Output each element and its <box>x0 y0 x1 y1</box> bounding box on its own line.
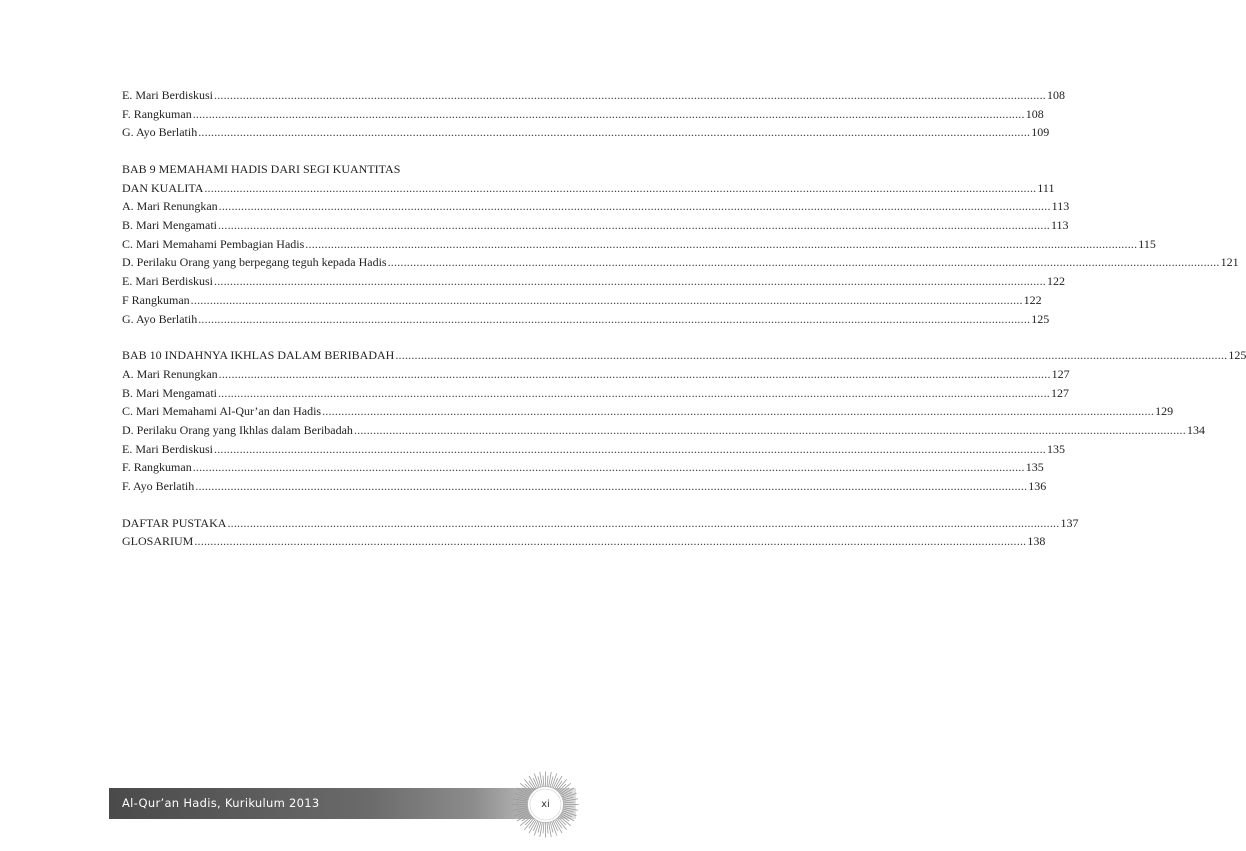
toc-entry <box>122 421 1205 440</box>
dot-leader: .................................................................................................................................................................................................................................................................... <box>214 274 1046 289</box>
toc-entry <box>122 346 1246 365</box>
toc-entry <box>122 272 1065 291</box>
toc-entry-page: 121 <box>1220 255 1239 270</box>
footer-bar <box>109 788 576 819</box>
toc-entry-page: 135 <box>1025 460 1044 475</box>
toc-entry-label: E. Mari Berdiskusi <box>122 274 213 289</box>
toc-entry-page: 115 <box>1138 236 1156 251</box>
toc-entry-page: 109 <box>1031 125 1050 140</box>
dot-leader: .................................................................................................................................................................................................................................................................... <box>387 255 1220 270</box>
dot-leader: .................................................................................................................................................................................................................................................................... <box>190 292 1023 307</box>
toc-entry <box>122 216 1069 235</box>
toc-entry <box>122 402 1174 421</box>
dot-leader: .................................................................................................................................................................................................................................................................... <box>195 479 1028 494</box>
toc-entry-page: 137 <box>1060 515 1079 530</box>
dot-leader: .................................................................................................................................................................................................................................................................... <box>353 422 1186 437</box>
toc-entry-label: D. Perilaku Orang yang berpegang teguh kepada Hadis <box>122 255 387 270</box>
toc-entry-page: 138 <box>1027 534 1046 549</box>
dot-leader: .................................................................................................................................................................................................................................................................... <box>214 87 1046 102</box>
dot-leader: .................................................................................................................................................................................................................................................................... <box>322 404 1155 419</box>
toc-section-back-matter <box>122 514 1079 551</box>
toc-entry-page: 122 <box>1023 292 1042 307</box>
dot-leader: .................................................................................................................................................................................................................................................................... <box>217 218 1050 233</box>
toc-entry-label: DAN KUALITA <box>122 180 204 195</box>
toc-entry-label: DAFTAR PUSTAKA <box>122 515 227 530</box>
toc-entry-page: 125 <box>1031 311 1050 326</box>
toc-entry-label: F. Rangkuman <box>122 106 192 121</box>
section-spacer <box>122 328 541 346</box>
dot-leader: .................................................................................................................................................................................................................................................................... <box>218 199 1051 214</box>
toc-entry-label: GLOSARIUM <box>122 534 194 549</box>
dot-leader: .................................................................................................................................................................................................................................................................... <box>395 348 1228 363</box>
toc-entry <box>122 365 1070 384</box>
page-number-badge <box>511 770 580 839</box>
table-of-contents <box>122 86 1246 551</box>
toc-entry-label: A. Mari Renungkan <box>122 199 218 214</box>
toc-entry-label: F Rangkuman <box>122 292 190 307</box>
toc-entry-page: 113 <box>1051 199 1070 214</box>
section-spacer <box>122 142 541 160</box>
toc-chapter-title: BAB 9 MEMAHAMI HADIS DARI SEGI KUANTITAS <box>122 162 401 177</box>
toc-entry <box>122 458 1044 477</box>
book-title: Al-Qur’an Hadis, Kurikulum 2013 <box>122 796 320 810</box>
toc-entry <box>122 291 1042 310</box>
toc-entry <box>122 254 1239 273</box>
toc-entry-page: 125 <box>1228 348 1246 363</box>
dot-leader: .................................................................................................................................................................................................................................................................... <box>192 460 1025 475</box>
dot-leader: .................................................................................................................................................................................................................................................................... <box>218 366 1051 381</box>
toc-entry-page: 134 <box>1186 422 1205 437</box>
toc-entry-page: 113 <box>1050 218 1069 233</box>
toc-entry-page: 135 <box>1047 441 1065 456</box>
toc-entry-label: G. Ayo Berlatih <box>122 125 198 140</box>
toc-entry-page: 127 <box>1050 385 1069 400</box>
section-spacer <box>122 496 541 514</box>
toc-entry <box>122 86 1065 105</box>
toc-entry-label: A. Mari Renungkan <box>122 366 218 381</box>
page-number: xi <box>541 799 550 810</box>
toc-entry-label: C. Mari Memahami Al-Qur’an dan Hadis <box>122 404 322 419</box>
dot-leader: .................................................................................................................................................................................................................................................................... <box>194 534 1027 549</box>
toc-entry-label: G. Ayo Berlatih <box>122 311 198 326</box>
toc-entry-label: E. Mari Berdiskusi <box>122 87 213 102</box>
dot-leader: .................................................................................................................................................................................................................................................................... <box>198 311 1031 326</box>
dot-leader: .................................................................................................................................................................................................................................................................... <box>192 106 1025 121</box>
toc-entry <box>122 179 1055 198</box>
toc-entry-label: F. Rangkuman <box>122 460 192 475</box>
dot-leader: .................................................................................................................................................................................................................................................................... <box>198 125 1031 140</box>
dot-leader: .................................................................................................................................................................................................................................................................... <box>217 385 1050 400</box>
toc-entry-page: 111 <box>1037 180 1055 195</box>
toc-entry-label: BAB 10 INDAHNYA IKHLAS DALAM BERIBADAH <box>122 348 395 363</box>
dot-leader: .................................................................................................................................................................................................................................................................... <box>227 515 1060 530</box>
toc-section-bab8-end <box>122 86 1065 142</box>
toc-entry-page: 108 <box>1047 87 1065 102</box>
toc-entry-label: C. Mari Memahami Pembagian Hadis <box>122 236 305 251</box>
toc-section-bab10 <box>122 346 1246 496</box>
toc-entry-page: 122 <box>1047 274 1065 289</box>
toc-entry-label: E. Mari Berdiskusi <box>122 441 213 456</box>
toc-entry <box>122 532 1046 551</box>
toc-entry <box>122 477 1047 496</box>
toc-entry-page: 136 <box>1028 479 1047 494</box>
dot-leader: .................................................................................................................................................................................................................................................................... <box>305 236 1138 251</box>
toc-entry-page: 129 <box>1155 404 1174 419</box>
toc-entry-label: D. Perilaku Orang yang Ikhlas dalam Beribadah <box>122 422 353 437</box>
toc-entry <box>122 384 1069 403</box>
toc-entry-page: 108 <box>1025 106 1044 121</box>
dot-leader: .................................................................................................................................................................................................................................................................... <box>214 441 1046 456</box>
toc-entry <box>122 235 1156 254</box>
dot-leader: .................................................................................................................................................................................................................................................................... <box>204 180 1037 195</box>
toc-section-bab9 <box>122 179 1239 329</box>
toc-entry-label: B. Mari Mengamati <box>122 385 217 400</box>
toc-entry-page: 127 <box>1051 366 1070 381</box>
toc-entry <box>122 440 1065 459</box>
toc-entry-label: F. Ayo Berlatih <box>122 479 195 494</box>
toc-entry <box>122 123 1050 142</box>
toc-entry <box>122 310 1050 329</box>
toc-entry <box>122 514 1079 533</box>
toc-entry <box>122 197 1070 216</box>
toc-entry-label: B. Mari Mengamati <box>122 218 217 233</box>
toc-entry <box>122 105 1044 124</box>
